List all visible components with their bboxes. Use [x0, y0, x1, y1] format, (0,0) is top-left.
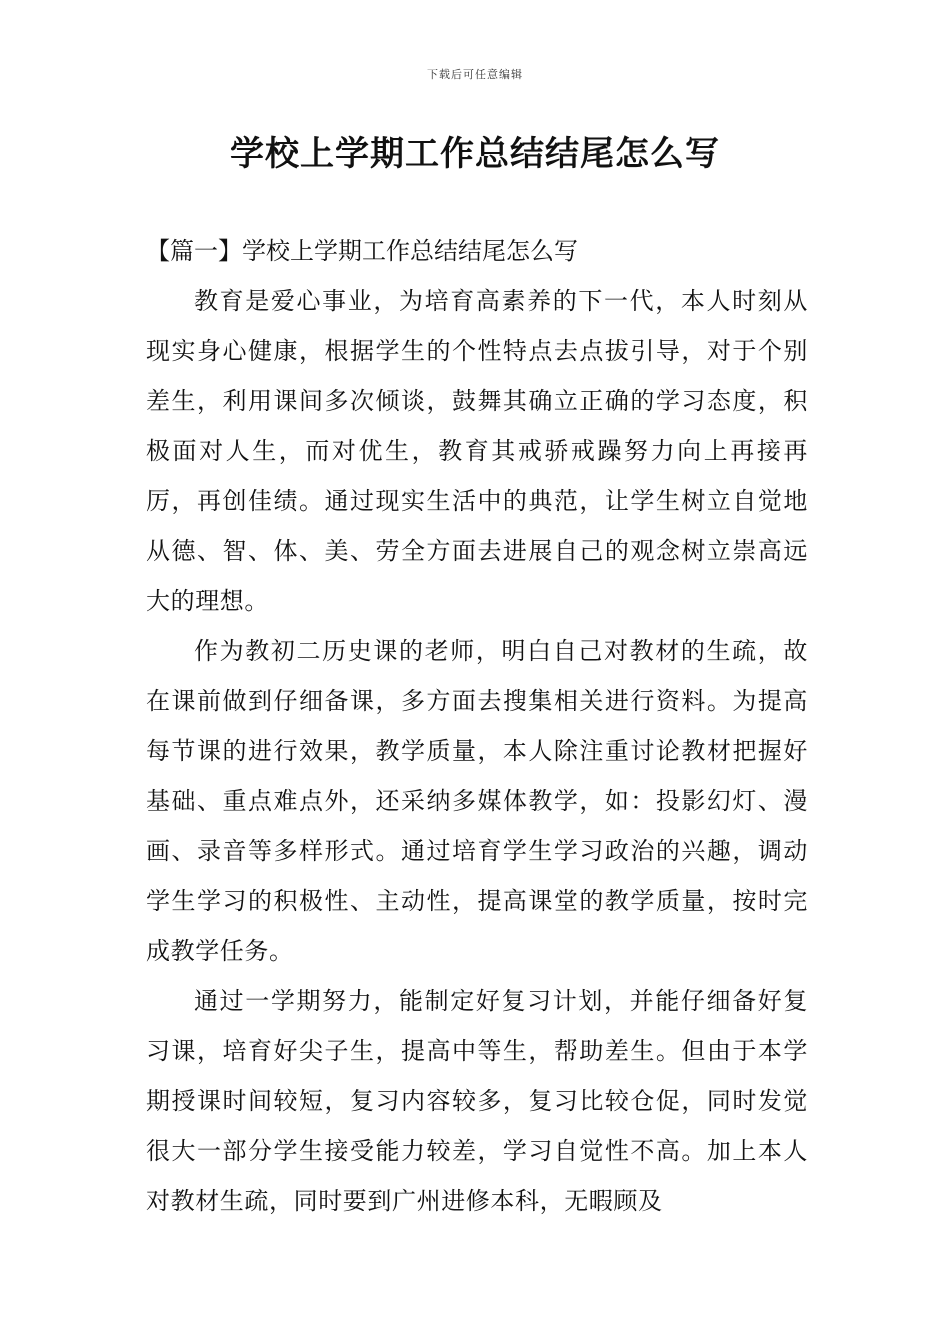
paragraph-2: 作为教初二历史课的老师，明白自己对教材的生疏，故在课前做到仔细备课，多方面去搜集相关进行资料。为提高每节课的进行效果，教学质量，本人除注重讨论教材把握好基础、重点难点外，还采纳多媒体教学，如：投影幻灯、漫画、录音等多样形式。通过培育学生学习政治的兴趣，调动学生学习的积极性、主动性，提高课堂的教学质量，按时完成教学任务。 [146, 637, 808, 965]
document-body [146, 226, 808, 1226]
paragraph-1: 教育是爱心事业，为培育高素养的下一代，本人时刻从现实身心健康，根据学生的个性特点去点拔引导，对于个别差生，利用课间多次倾谈，鼓舞其确立正确的学习态度，积极面对人生，而对优生，教育其戒骄戒躁努力向上再接再厉，再创佳绩。通过现实生活中的典范，让学生树立自觉地从德、智、体、美、劳全方面去进展自己的观念树立崇高远大的理想。 [146, 287, 808, 615]
document-title: 学校上学期工作总结结尾怎么写 [230, 134, 720, 174]
header-note: 下载后可任意编辑 [427, 68, 523, 81]
section-heading: 【篇一】学校上学期工作总结结尾怎么写 [146, 237, 578, 265]
paragraph-3: 通过一学期努力，能制定好复习计划，并能仔细备好复习课，培育好尖子生，提高中等生，帮助差生。但由于本学期授课时间较短，复习内容较多，复习比较仓促，同时发觉很大一部分学生接受能力较差，学习自觉性不高。加上本人对教材生疏，同时要到广州进修本科，无暇顾及 [146, 987, 808, 1215]
